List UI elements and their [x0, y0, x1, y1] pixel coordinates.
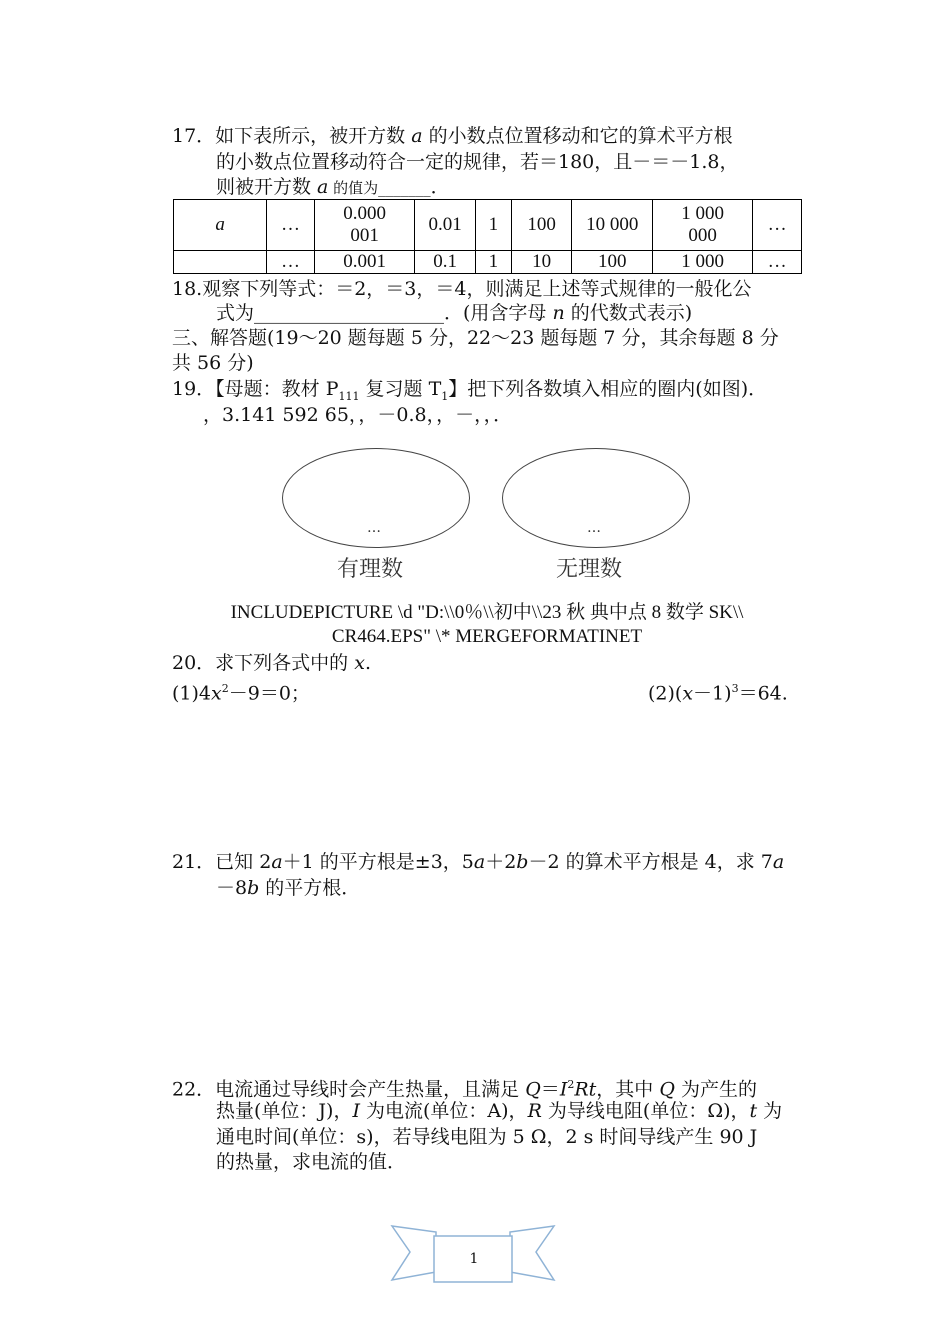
q17-line1: 17．如下表所示，被开方数 a 的小数点位置移动和它的算术平方根	[172, 125, 733, 147]
q22-line4: 的热量，求电流的值．	[216, 1151, 407, 1173]
table-row	[174, 251, 802, 274]
table-cell: 1	[476, 251, 512, 274]
q21-line1: 21．已知 2a＋1 的平方根是±3，5a＋2b－2 的算术平方根是 4，求 7a	[172, 851, 785, 873]
q17-line3: 则被开方数 a 的值为_______．	[216, 176, 450, 198]
q20-part1: $(1)4x^2-9=0$；	[172, 682, 310, 705]
q20-part2: $(2)(x-1)^3=64$.	[648, 682, 788, 705]
table-cell: 0.1	[415, 251, 476, 274]
section3-heading-line2: 共 56 分)	[172, 352, 254, 374]
q22-line1: 22．电流通过导线时会产生热量，且满足 $Q=I^2Rt$，其中 Q 为产生的	[172, 1078, 757, 1101]
q19-numbers: ，3.141 592 65，，－0.8，，－，，．	[203, 404, 513, 426]
includepicture-field-line2: CR464.EPS" \* MERGEFORMATINET	[331, 626, 643, 647]
q19-line1: 19．【母题：教材 $P_{111}$ 复习题 $T_1$】把下列各数填入相应的圈内(如图)．	[172, 378, 768, 403]
page-number: 1	[469, 1251, 479, 1267]
q22-line3: 通电时间(单位：s)，若导线电阻为 5 Ω，2 s 时间导线产生 90 J	[216, 1126, 758, 1148]
includepicture-field-line1: INCLUDEPICTURE \d "D:\\0％\\初中\\23 秋 典中点 8 数学 SK\\	[230, 602, 744, 623]
table-cell: 0.01	[415, 200, 476, 251]
q18-line2: 式为____________________．(用含字母 n 的代数式表示)	[216, 302, 693, 324]
irrational-ellipsis: …	[587, 520, 601, 536]
table-cell: …	[753, 200, 802, 251]
irrational-label: 无理数	[556, 557, 623, 582]
table-row	[174, 200, 802, 251]
q20-line1: 20．求下列各式中的 x.	[172, 652, 371, 674]
table-cell: 10 000	[572, 200, 652, 251]
table-cell: 1 000	[652, 251, 752, 274]
table-cell: 100	[511, 200, 572, 251]
table-cell: 1 000 000	[652, 200, 752, 251]
q21-line2: －8b 的平方根．	[216, 877, 361, 899]
table-cell: 0.000 001	[314, 200, 414, 251]
q22-line2: 热量(单位：J)，I 为电流(单位：A)，R 为导线电阻(单位：Ω)，t 为	[216, 1100, 783, 1122]
table-cell: 100	[572, 251, 652, 274]
table-cell: 0.001	[314, 251, 414, 274]
q18-line1: 18.观察下列等式：＝2，＝3，＝4，则满足上述等式规律的一般化公	[172, 278, 752, 300]
table-cell: 1	[476, 200, 512, 251]
rational-ellipsis: …	[367, 520, 381, 536]
table-cell: …	[753, 251, 802, 274]
table-cell: a	[174, 200, 267, 251]
rational-label: 有理数	[337, 557, 404, 582]
table-cell: 10	[511, 251, 572, 274]
table-cell: …	[267, 200, 315, 251]
section3-heading-line1: 三、解答题(19～20 题每题 5 分，22～23 题每题 7 分，其余每题 8 分	[172, 327, 779, 349]
sqrt-pattern-table	[173, 199, 802, 274]
table-cell: …	[267, 251, 315, 274]
table-cell	[174, 251, 267, 274]
q17-line2: 的小数点位置移动符合一定的规律，若＝180，且－＝－1.8，	[216, 151, 739, 173]
